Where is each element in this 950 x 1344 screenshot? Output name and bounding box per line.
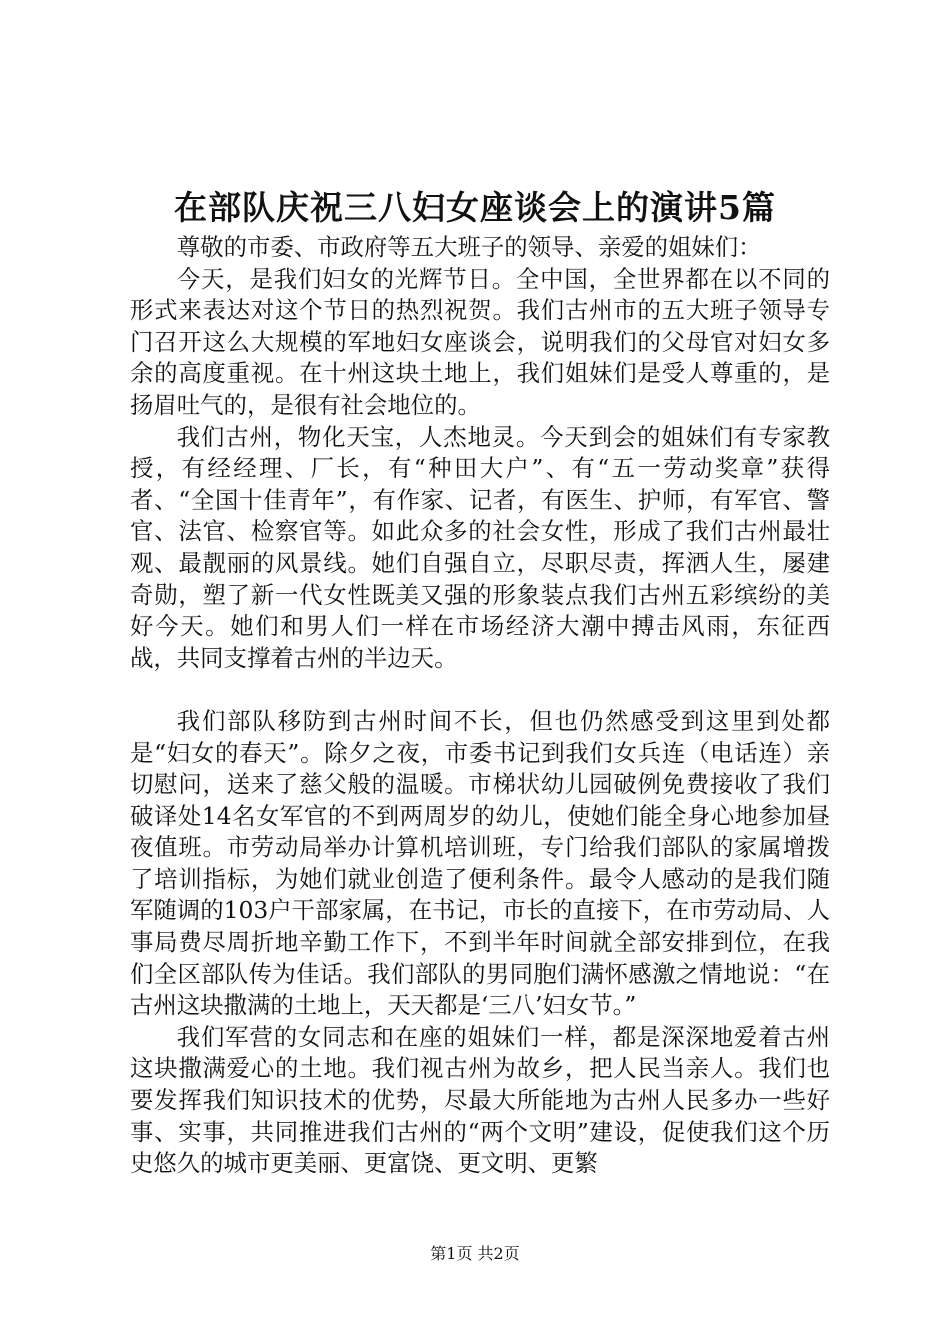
paragraph: 我们部队移防到古州时间不长，但也仍然感受到这里到处都是“妇女的春天”。除夕之夜，市委书记到我们女兵连（电话连）亲切慰问，送来了慈父般的温暖。市梯状幼儿园破例免费接收了我们破译处14名女军官的不到两周岁的幼儿，使她们能全身心地参加昼夜值班。市劳动局举办计算机培训班，专门给我们部队的家属增拨了培训指标，为她们就业创造了便利条件。最令人感动的是我们随军随调的103户干部家属，在书记，市长的直接下，在市劳动局、人事局费尽周折地辛勤工作下，不到半年时间就全部安排到位，在我们全区部队传为佳话。我们部队的男同胞们满怀感激之情地说：“在古州这块撒满的土地上，天天都是‘三八’妇女节。”: [130, 706, 830, 1020]
paragraph: 我们古州，物化天宝，人杰地灵。今天到会的姐妹们有专家教授，有经经理、厂长，有“种田大户”、有“五一劳动奖章”获得者、“全国十佳青年”，有作家、记者，有医生、护师，有军官、警官、法官、检察官等。如此众多的社会女性，形成了我们古州最壮观、最靓丽的风景线。她们自强自立，尽职尽责，挥洒人生，屡建奇勋，塑了新一代女性既美又强的形象装点我们古州五彩缤纷的美好今天。她们和男人们一样在市场经济大潮中搏击风雨，东征西战，共同支撑着古州的半边天。: [130, 422, 830, 672]
paragraph-gap: [130, 674, 830, 706]
paragraph: 今天，是我们妇女的光辉节日。全中国，全世界都在以不同的形式来表达对这个节日的热烈祝贺。我们古州市的五大班子领导专门召开这么大规模的军地妇女座谈会，说明我们的父母官对妇女多余的高度重视。在十州这块土地上，我们姐妹们是受人尊重的，是扬眉吐气的，是很有社会地位的。: [130, 264, 830, 419]
paragraph: 我们军营的女同志和在座的姐妹们一样，都是深深地爱着古州这块撒满爱心的土地。我们视古州为故乡，把人民当亲人。我们也要发挥我们知识技术的优势，尽最大所能地为古州人民多办一些好事、实事，共同推进我们古州的“两个文明”建设，促使我们这个历史悠久的城市更美丽、更富饶、更文明、更繁: [130, 1022, 830, 1178]
page-footer: 第1页 共2页: [430, 1244, 520, 1263]
document-title: 在部队庆祝三八妇女座谈会上的演讲5篇: [174, 188, 776, 227]
document-body: [130, 232, 830, 1180]
salutation: 尊敬的市委、市政府等五大班子的领导、亲爱的姐妹们：: [176, 233, 762, 261]
